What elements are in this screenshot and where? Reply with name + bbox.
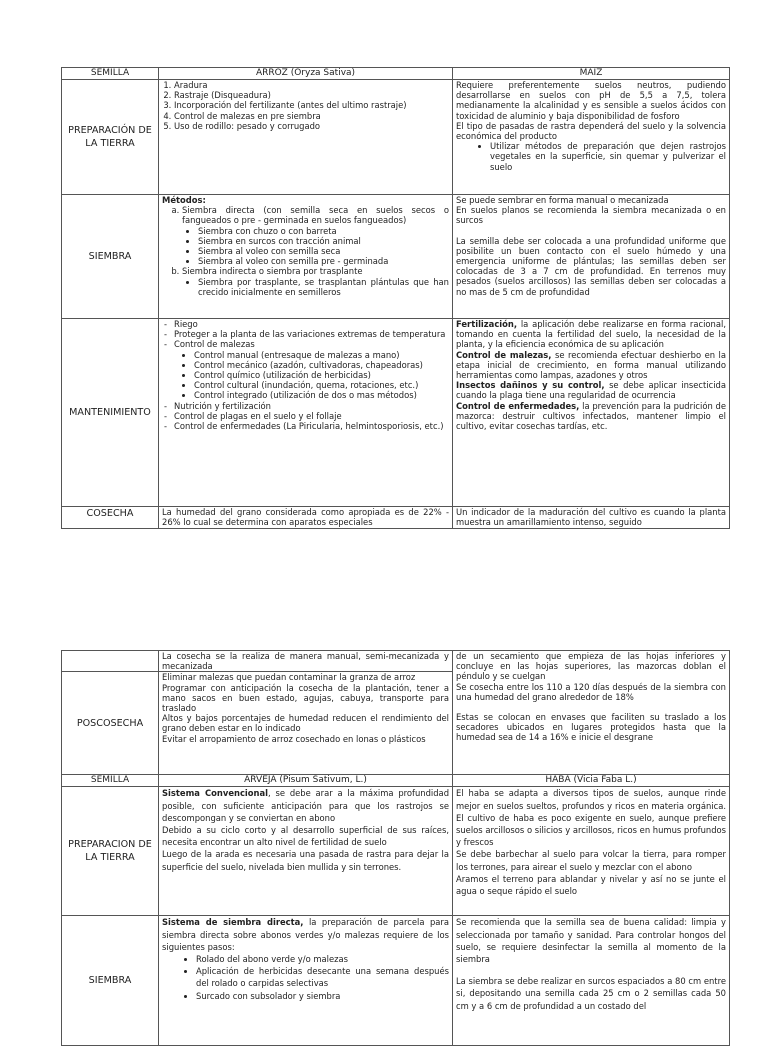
paragraph: La semilla debe ser colocada a una profundidad uniforme que posibilite un buen contacto con el suelo húmedo y una emergencia uniforme de plántulas; las semillas deben ser colocadas de 3 a 7 cm de profundidad. En terrenos muy pesados (suelos arcillosos) las semillas deben ser colocadas a no mas de 5 cm de profundidad (456, 235, 726, 297)
paragraph: Aramos el terreno para ablandar y nivelar y así no se junte el agua o seque rápido el suelo (456, 873, 726, 897)
list-item: • Rolado del abono verde y/o malezas (196, 953, 449, 965)
paragraph: de un secamiento que empieza de las hojas inferiores y concluye en las hojas superiores, las mazorcas doblan el péndulo y se cuelgan (456, 651, 726, 682)
label-preparacion: PREPARACION DE LA TIERRA (62, 787, 159, 916)
list-item: 5. Uso de rodillo: pesado y corrugado (174, 121, 449, 131)
header-arveja: ARVEJA (Pisum Sativum, L.) (159, 775, 453, 787)
haba-preparacion (453, 787, 730, 916)
list-item: • Siembra en surcos con tracción animal (198, 236, 449, 246)
paragraph: El tipo de pasadas de rastra dependerá del suelo y la solvencia económica del producto (456, 120, 726, 142)
paragraph: Se debe barbechar al suelo para volcar la tierra, para romper los terrones, para airear el suelo y mezclar con el abono (456, 849, 726, 872)
method-b: Siembra indirecta o siembra por trasplante (182, 266, 363, 277)
list-item (182, 266, 449, 297)
list-item: - Control de enfermedades (La Piricularia, helmintosporiosis, etc.) (174, 421, 449, 431)
bold-term: Sistema Convencional (162, 788, 269, 799)
paragraph: La siembra se debe realizar en surcos espaciados a 80 cm entre si, depositando una semilla cada 25 cm o 2 semillas cada 50 cm y a 6 cm de profundidad a un costado del (456, 976, 726, 1011)
paragraph (456, 319, 726, 350)
list-item: 2. Rastraje (Disqueadura) (174, 90, 449, 100)
paragraph: Estas se colocan en envases que faciliten su traslado a los secadores ubicados en lugares protegidos hasta que la humedad sea de 14 a 16% e inicie el desgrane (456, 712, 726, 743)
label-mantenimiento: MANTENIMIENTO (62, 319, 159, 507)
methods-title: Métodos: (162, 195, 206, 205)
paragraph (456, 380, 726, 400)
arroz-mantenimiento (159, 319, 453, 507)
paragraph: Evitar el arropamiento de arroz cosechado en lonas o plásticos (162, 733, 426, 744)
list-item: 4. Control de malezas en pre siembra (174, 111, 449, 121)
list-item: • Control manual (entresaque de malezas a mano) (194, 350, 449, 360)
text: la prevención para la pudrición de mazorca: destruir cultivos infectados, mantener limpio el cultivo, evitar cosechas tardías, etc. (456, 400, 727, 432)
list-item: • Control químico (utilización de herbicidas) (194, 370, 449, 380)
paragraph: Requiere preferentemente suelos neutros, pudiendo desarrollarse en suelos con pH de 5,5 a 7,5, tolera medianamente la alcalinidad y es sensible a suelos ácidos con toxicidad de aluminio y baja disponibilidad de fosforo (456, 80, 726, 121)
list-item: • Siembra al voleo con semilla pre - germinada (198, 256, 449, 266)
bold-term: Insectos dañinos y su control, (456, 380, 605, 391)
paragraph (162, 916, 449, 953)
arveja-siembra (159, 916, 453, 1046)
paragraph: Eliminar malezas que puedan contaminar la granza de arroz (162, 672, 416, 683)
header-row-2 (62, 775, 730, 787)
paragraph: Altos y bajos porcentajes de humedad reducen el rendimiento del grano deben estar en lo indicado (162, 713, 449, 734)
list-item: - Control de plagas en el suelo y el follaje (174, 411, 449, 421)
maiz-cosecha: Un indicador de la maduración del cultivo es cuando la planta muestra un amarillamiento intenso, seguido (453, 507, 730, 529)
row-cosecha-cont (62, 651, 730, 672)
label-cosecha: COSECHA (62, 507, 159, 529)
maiz-cosecha-poscosecha (453, 651, 730, 775)
paragraph: Programar con anticipación la cosecha de la plantación, tener a mano sacos en buen estado, agujas, cabuya, transporte para traslado (162, 682, 449, 714)
list-item: - Proteger a la planta de las variaciones extremas de temperatura (174, 329, 449, 339)
paragraph: Se recomienda que la semilla sea de buena calidad: limpia y seleccionada por tamaño y sanidad. Para controlar hongos del suelo, se requiere desinfectar la semilla al momento de la siembra (456, 917, 726, 965)
row-siembra-2 (62, 916, 730, 1046)
header-maiz: MAIZ (453, 68, 730, 80)
header-haba: HABA (Vicia Faba L.) (453, 775, 730, 787)
crop-table-arroz-maiz (61, 67, 730, 529)
bold-term: Fertilización, (456, 319, 518, 329)
paragraph: Se cosecha entre los 110 a 120 días después de la siembra con una humedad del grano alrededor de 18% (456, 681, 726, 702)
label-poscosecha: POSCOSECHA (62, 672, 159, 775)
text: la aplicación debe realizarse en forma racional, tomando en cuenta la fertilidad del suelo, la necesidad de la planta, y la eficiencia económica de su aplicación (456, 319, 726, 350)
list-item: 1. Aradura (174, 80, 449, 90)
label-siembra: SIEMBRA (62, 195, 159, 319)
paragraph (456, 350, 726, 381)
list-item: • Utilizar métodos de preparación que dejen rastrojos vegetales en la superficie, sin quemar y pulverizar el suelo (490, 141, 726, 172)
header-arroz: ARROZ (Oryza Sativa) (159, 68, 453, 80)
list-item: • Control cultural (inundación, quema, rotaciones, etc.) (194, 380, 449, 390)
text: se debe aplicar insecticida cuando la plaga tiene una regularidad de ocurrencia (456, 380, 726, 401)
haba-siembra (453, 916, 730, 1046)
arroz-preparacion (159, 80, 453, 195)
label-preparacion: PREPARACIÓN DE LA TIERRA (62, 80, 159, 195)
paragraph: En suelos planos se recomienda la siembra mecanizada o en surcos (456, 205, 726, 226)
text: la preparación de parcela para siembra directa sobre abonos verdes y/o malezas requiere de los siguientes pasos: (162, 917, 449, 952)
maiz-preparacion (453, 80, 730, 195)
bold-term: Control de enfermedades, (456, 400, 580, 411)
header-semilla: SEMILLA (62, 68, 159, 80)
paragraph: Debido a su ciclo corto y al desarrollo superficial de sus raíces, necesita encontrar un alto nivel de fertilidad de suelo (162, 825, 449, 848)
paragraph: El haba se adapta a diversos tipos de suelos, aunque rinde mejor en suelos sueltos, profundos y ricos en materia orgánica. El cultivo de haba es poco exigente en suelo, aunque prefiere suelos arcillosos o silicios y arcillosos, ricos en humus profundos y frescos (456, 788, 726, 848)
maiz-mantenimiento (453, 319, 730, 507)
list-item: • Siembra con chuzo o con barreta (198, 226, 449, 236)
list-item: • Siembra al voleo con semilla seca (198, 246, 449, 256)
list-item: • Control integrado (utilización de dos o mas métodos) (194, 390, 449, 400)
row-preparacion-2 (62, 787, 730, 916)
list-item: • Aplicación de herbicidas desecante una semana después del rolado o carpidas selectivas (196, 965, 449, 989)
arveja-preparacion (159, 787, 453, 916)
list-item: • Surcado con subsolador y siembra (196, 990, 449, 1002)
list-item: - Riego (174, 319, 449, 329)
crop-table-arveja-haba (61, 650, 730, 1046)
list-item: • Control mecánico (azadón, cultivadoras, chapeadoras) (194, 360, 449, 370)
row-siembra (62, 195, 730, 319)
paragraph (456, 401, 726, 432)
item-text: Control de malezas (174, 339, 255, 350)
paragraph: Se puede sembrar en forma manual o mecanizada (456, 195, 669, 205)
text: , se debe arar a la máxima profundidad posible, con suficiente anticipación para que los rastrojos se descompongan y se conviertan en abono (162, 788, 450, 823)
arroz-siembra (159, 195, 453, 319)
row-preparacion (62, 80, 730, 195)
bold-term: Sistema de siembra directa, (162, 917, 304, 928)
header-row (62, 68, 730, 80)
list-item: • Siembra por trasplante, se trasplantan plántulas que han crecido inicialmente en semilleros (198, 277, 449, 297)
arroz-cosecha-cont: La cosecha se la realiza de manera manual, semi-mecanizada y mecanizada (159, 651, 453, 672)
list-item: 3. Incorporación del fertilizante (antes del ultimo rastraje) (174, 100, 449, 110)
list-item: - Nutrición y fertilización (174, 401, 449, 411)
label-siembra: SIEMBRA (62, 916, 159, 1046)
paragraph (162, 787, 449, 824)
method-a: Siembra directa (con semilla seca en suelos secos o fangueados o pre - germinada en suelos fangueados) (182, 205, 449, 226)
row-mantenimiento (62, 319, 730, 507)
text: se recomienda efectuar deshierbo en la etapa inicial de crecimiento, en forma manual utilizando herramientas como lampas, azadones y otros (456, 349, 726, 381)
empty-cell (62, 651, 159, 672)
paragraph: Luego de la arada es necesaria una pasada de rastra para dejar la superficie del suelo, nivelada bien mullida y sin terrones. (162, 849, 449, 872)
list-item (174, 339, 449, 400)
list-item (182, 205, 449, 266)
header-semilla: SEMILLA (62, 775, 159, 787)
arroz-cosecha: La humedad del grano considerada como apropiada es de 22% - 26% lo cual se determina con aparatos especiales (159, 507, 453, 529)
row-cosecha (62, 507, 730, 529)
maiz-siembra (453, 195, 730, 319)
arroz-poscosecha (159, 672, 453, 775)
bold-term: Control de malezas, (456, 349, 552, 360)
